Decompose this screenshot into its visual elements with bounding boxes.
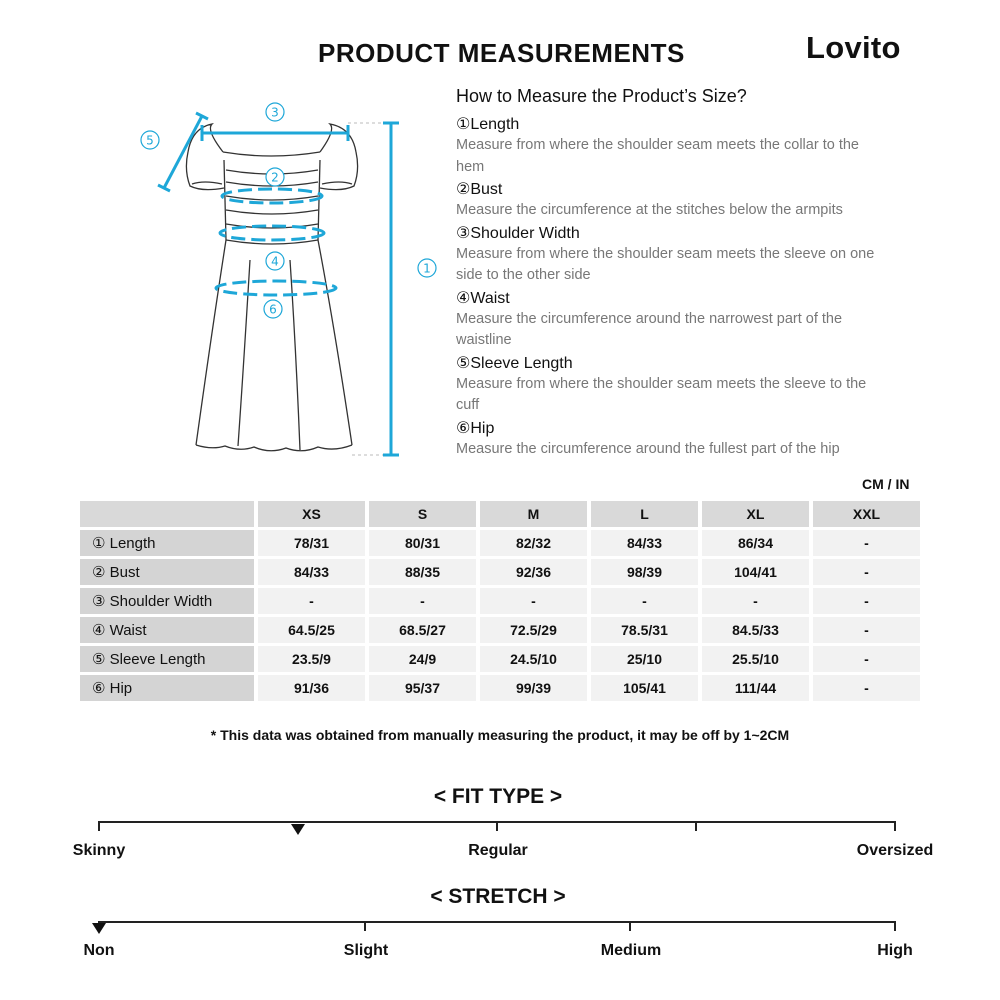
column-header: XXL [813,501,920,527]
stretch-label-high: High [877,942,913,959]
table-cell: - [369,588,476,614]
table-corner [80,501,254,527]
fit-label-regular: Regular [468,842,528,859]
table-cell: 25/10 [591,646,698,672]
guide-item-length [456,115,886,178]
column-header: M [480,501,587,527]
table-cell: - [813,617,920,643]
table-cell: - [813,530,920,556]
guide-item-sleeve-length [456,354,886,417]
fit-type-indicator [291,824,305,835]
table-cell: 25.5/10 [702,646,809,672]
table-cell: - [813,646,920,672]
table-cell: 98/39 [591,559,698,585]
guide-item-desc: Measure the circumference around the fullest part of the hip [456,440,840,457]
row-label: ① Length [80,530,254,556]
table-cell: 24/9 [369,646,476,672]
guide-item-name: ③Shoulder Width [456,224,580,242]
table-cell: 24.5/10 [480,646,587,672]
guide-item-name: ①Length [456,116,520,133]
table-cell: 104/41 [702,559,809,585]
stretch-tick [364,921,366,931]
guide-item-name: ④Waist [456,289,510,307]
stretch-tick [629,921,631,931]
stretch-tick [894,921,896,931]
fit-label-oversized: Oversized [856,842,934,859]
stretch-label-medium: Medium [600,942,662,959]
column-header: XL [702,501,809,527]
row-label: ⑥ Hip [80,675,254,701]
table-cell: - [702,588,809,614]
column-header: S [369,501,476,527]
unit-label: CM / IN [862,476,910,492]
fit-tick [894,821,896,831]
guide-item-shoulder-width [456,224,886,287]
guide-item-desc: Measure the circumference around the narrowest part of the waistline [456,310,843,348]
measurement-guide-list [456,115,886,462]
table-cell: 111/44 [702,675,809,701]
svg-text:4: 4 [271,254,279,269]
table-cell: 88/35 [369,559,476,585]
measurement-note: * This data was obtained from manually measuring the product, it may be off by 1~2CM [210,727,790,743]
stretch-indicator [92,923,106,934]
dress-measurement-diagram [130,100,440,470]
guide-item-name: ⑤Sleeve Length [456,354,573,372]
table-cell: 99/39 [480,675,587,701]
fit-tick [98,821,100,831]
row-label: ④ Waist [80,617,254,643]
table-cell: 105/41 [591,675,698,701]
row-label: ③ Shoulder Width [80,588,254,614]
table-cell: - [258,588,365,614]
stretch-scale-line [98,921,896,923]
table-cell: - [813,559,920,585]
svg-text:2: 2 [271,170,279,185]
table-cell: 64.5/25 [258,617,365,643]
row-label: ⑤ Sleeve Length [80,646,254,672]
table-cell: 78/31 [258,530,365,556]
row-label: ② Bust [80,559,254,585]
svg-text:6: 6 [269,302,277,317]
fit-tick [695,821,697,831]
svg-text:1: 1 [423,261,431,276]
fit-label-skinny: Skinny [72,842,126,859]
guide-item-desc: Measure from where the shoulder seam meets the collar to the hem [456,137,859,175]
size-chart-table [76,498,924,704]
svg-text:5: 5 [146,133,154,148]
stretch-label-non: Non [83,942,115,959]
guide-item-desc: Measure from where the shoulder seam meets the sleeve on one side to the other side [456,245,875,283]
guide-item-desc: Measure from where the shoulder seam meets the sleeve to the cuff [456,375,867,413]
table-cell: 84/33 [591,530,698,556]
guide-item-desc: Measure the circumference at the stitches below the armpits [456,202,843,218]
table-cell: 84.5/33 [702,617,809,643]
table-cell: - [813,675,920,701]
page-title: PRODUCT MEASUREMENTS [318,38,685,68]
table-row [80,530,920,556]
table-cell: 72.5/29 [480,617,587,643]
how-to-measure-heading: How to Measure the Product’s Size? [456,86,747,106]
svg-text:3: 3 [271,105,279,120]
guide-item-name: ②Bust [456,181,503,198]
table-cell: - [480,588,587,614]
stretch-title: < STRETCH > [430,885,566,908]
column-header: XS [258,501,365,527]
table-header-row [80,501,920,527]
table-cell: 78.5/31 [591,617,698,643]
fit-tick [496,821,498,831]
table-cell: 86/34 [702,530,809,556]
guide-item-name: ⑥Hip [456,419,495,437]
table-cell: 68.5/27 [369,617,476,643]
table-row [80,675,920,701]
stretch-label-slight: Slight [343,942,389,959]
table-cell: - [591,588,698,614]
guide-item-waist [456,289,886,352]
table-row [80,588,920,614]
fit-type-title: < FIT TYPE > [433,785,563,808]
table-cell: 91/36 [258,675,365,701]
table-cell: 23.5/9 [258,646,365,672]
table-cell: 82/32 [480,530,587,556]
guide-item-hip [456,419,886,461]
table-cell: - [813,588,920,614]
table-row [80,646,920,672]
table-cell: 92/36 [480,559,587,585]
table-cell: 80/31 [369,530,476,556]
brand-logo: Lovito [806,30,901,65]
table-cell: 95/37 [369,675,476,701]
column-header: L [591,501,698,527]
guide-item-bust [456,180,886,222]
table-row [80,559,920,585]
table-cell: 84/33 [258,559,365,585]
table-row [80,617,920,643]
